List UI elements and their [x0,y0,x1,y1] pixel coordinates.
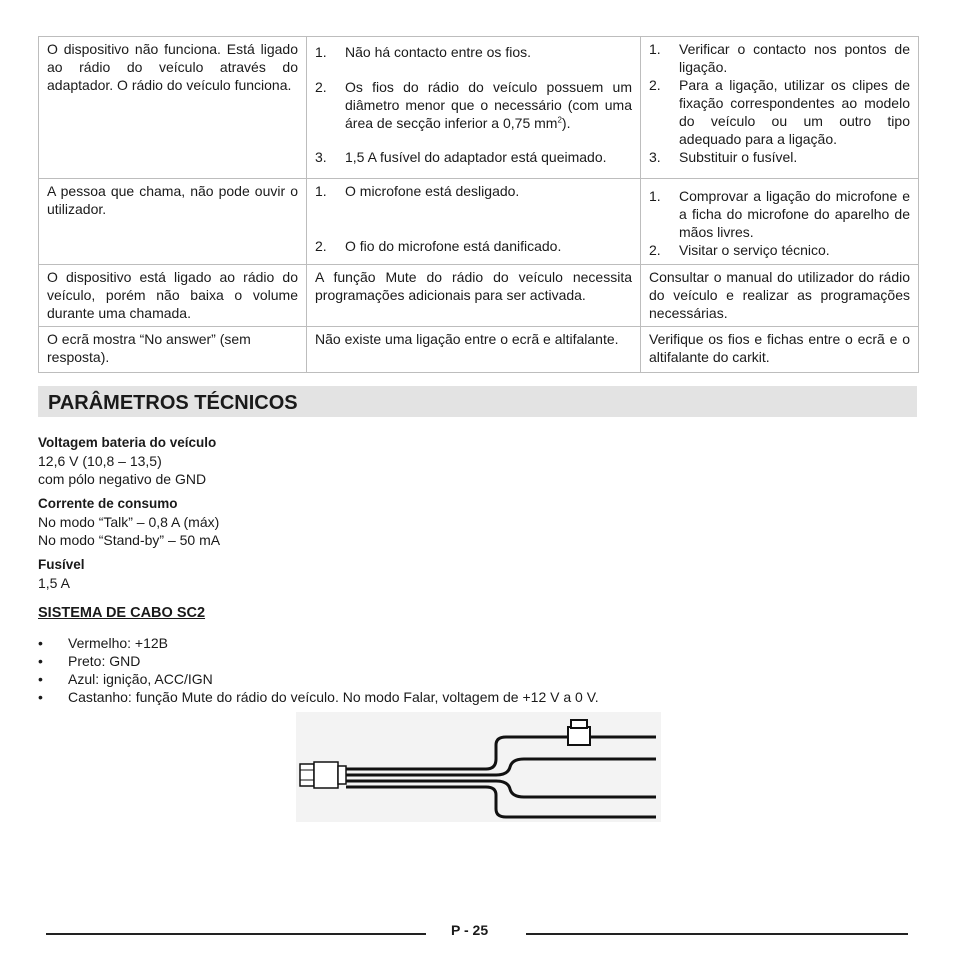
section-header [38,386,917,417]
cause-cell [307,327,641,373]
troubleshooting-table [38,36,919,373]
solution-list [649,40,910,166]
list-item: 1. Não há contacto entre os fios. [315,44,531,60]
list-item: • Vermelho: +12B [38,635,169,651]
cause-list [315,182,632,255]
table-row [39,37,919,179]
problem-text: O ecrã mostra “No answer” (sem resposta). [47,331,251,365]
connector-plug-icon [300,762,346,788]
cause-text: Não existe uma ligação entre o ecrã e altifalante. [315,331,619,347]
param-heading: Corrente de consumo [38,496,178,511]
list-item: 2. Para a ligação, utilizar os clipes de fixação correspondentes ao modelo do veículo ou um outro tipo adequado para a ligação. [649,77,910,147]
solution-text: Consultar o manual do utilizador do rádio do veículo e realizar as programações necessárias. [649,269,910,321]
param-battery-voltage [38,434,738,488]
problem-text: O dispositivo está ligado ao rádio do veículo, porém não baixa o volume durante uma chamada. [47,269,298,321]
table-row [39,179,919,265]
bullet-icon: • [38,689,43,705]
fuse-holder-icon [568,720,590,745]
cause-cell [307,37,641,179]
section-title: PARÂMETROS TÉCNICOS [48,392,298,414]
solution-cell [641,179,919,265]
param-fuse [38,556,738,592]
list-item: 1. Comprovar a ligação do microfone e a ficha do microfone do aparelho de mãos livres. [649,188,910,240]
problem-cell [39,37,307,179]
cause-text: A função Mute do rádio do veículo necessita programações adicionais para ser activada. [315,269,632,303]
table-row [39,327,919,373]
cause-list [315,43,632,166]
list-item: • Preto: GND [38,653,141,669]
problem-text: A pessoa que chama, não pode ouvir o utilizador. [47,183,298,217]
problem-text: O dispositivo não funciona. Está ligado ao rádio do veículo através do adaptador. O rádio do veículo funciona. [47,41,298,93]
solution-list [649,187,910,259]
footer-rule-right [526,933,908,935]
footer-rule-left [46,933,426,935]
bullet-icon: • [38,653,43,669]
problem-cell [39,327,307,373]
problem-cell [39,265,307,327]
param-value: 1,5 A [38,575,70,591]
cause-cell [307,179,641,265]
list-item: • Castanho: função Mute do rádio do veículo. No modo Falar, voltagem de +12 V a 0 V. [38,689,599,705]
technical-parameters [38,434,738,599]
bullet-icon: • [38,671,43,687]
page-number: P - 25 [451,922,489,938]
list-item: 1. Verificar o contacto nos pontos de ligação. [649,41,910,75]
list-item: 2. Os fios do rádio do veículo possuem um diâmetro menor que o necessário (com uma área de secção inferior a 0,75 $mm^2$). [315,79,632,131]
list-item: • Azul: ignição, ACC/IGN [38,671,213,687]
param-heading: Fusível [38,557,85,572]
cable-diagram [296,712,661,822]
solution-cell [641,37,919,179]
cause-cell [307,265,641,327]
list-item: 3. Substituir o fusível. [649,149,798,165]
solution-cell [641,327,919,373]
solution-cell [641,265,919,327]
table-row [39,265,919,327]
cable-diagram-background [296,712,661,822]
list-item: 3. 1,5 A fusível do adaptador está queimado. [315,149,607,165]
list-item: 2. Visitar o serviço técnico. [649,242,830,258]
param-value: No modo “Stand-by” – 50 mA [38,532,221,548]
problem-cell [39,179,307,265]
param-value: 12,6 V (10,8 – 13,5) [38,453,162,469]
param-current [38,495,738,549]
param-value: com pólo negativo de GND [38,471,207,487]
list-item: 1. O microfone está desligado. [315,183,520,199]
list-item: 2. O fio do microfone está danificado. [315,238,562,254]
param-heading: Voltagem bateria do veículo [38,435,217,450]
solution-text: Verifique os fios e fichas entre o ecrã e o altifalante do carkit. [649,331,910,365]
bullet-icon: • [38,635,43,651]
param-value: No modo “Talk” – 0,8 A (máx) [38,514,220,530]
cable-system-title: SISTEMA DE CABO SC2 [38,605,206,621]
wire-list [38,634,798,706]
